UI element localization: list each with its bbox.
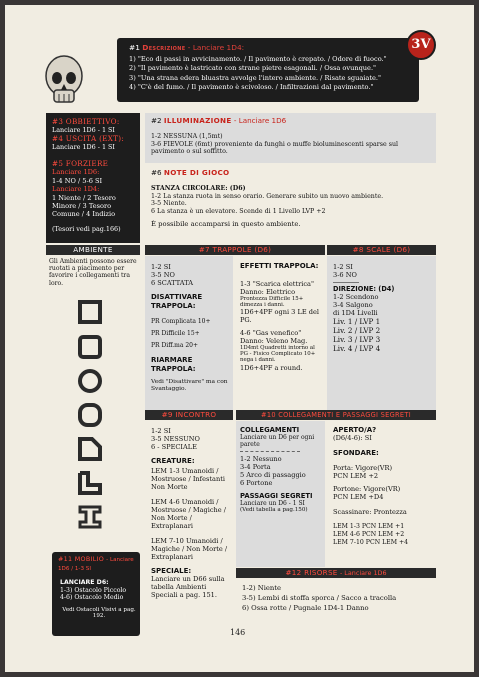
incontro-roll-3: 6 - SPECIALE xyxy=(151,443,197,451)
note-title: NOTE DI GIOCO xyxy=(163,168,230,177)
scale-bar xyxy=(327,245,436,255)
forziere-roll: 1-4 NO / 5-6 SI xyxy=(52,176,103,185)
sfondare-portone: Portone: Vigore(VR) xyxy=(333,485,401,493)
note-l1: STANZA CIRCOLARE: (D6) xyxy=(151,185,246,192)
trappole-col1 xyxy=(145,256,233,415)
page-number: 146 xyxy=(230,628,246,637)
descrizione-sub: - Lanciare 1D4: xyxy=(187,43,245,52)
illuminazione-l2: 3-6 FIEVOLE (6mt) proveniente da funghi o muffe bioluminescenti sparse sul pavimento o sul soffitto. xyxy=(151,140,399,156)
scale-title: #8 SCALE (D6) xyxy=(352,245,411,254)
creature-1: LEM 1-3 Umanoidi / Mostruose / Infestanti Non Morte xyxy=(151,466,225,491)
risorse-title: #12 RISORSE xyxy=(285,568,338,577)
disattivare-2: PR Difficile 15+ xyxy=(151,330,200,337)
disattivare-heading: DISATTIVARE TRAPPOLA: xyxy=(151,293,203,310)
risorse-bar xyxy=(236,568,436,578)
effetti-4: 1D6+4PF ogni 3 LE del PG. xyxy=(240,307,319,324)
note-l4: 6 La stanza è un elevatore. Scende di 1 Livello LVP +2 xyxy=(151,207,326,215)
scale-roll-2: 3-6 NO xyxy=(333,271,357,279)
incontro-title: #9 INCONTRO xyxy=(161,410,217,419)
level-badge-text: 3V xyxy=(411,37,431,52)
ambiente-text: Gli Ambienti possono essere ruotati a piacimento per favorire i collegamenti tra loro. xyxy=(49,258,137,287)
creature-heading: CREATURE: xyxy=(151,457,195,465)
descrizione-lines xyxy=(129,55,387,92)
descrizione-box xyxy=(117,38,419,102)
note-num: #6 xyxy=(151,168,162,177)
room-shape-icon xyxy=(78,471,102,495)
obiettivo-roll: Lanciare 1D6 - 1 SI xyxy=(52,126,115,135)
mobilio-sub: - Lanciare 1D6 / 1-3 SI xyxy=(58,557,134,572)
effetti-7: 1D4mt Quadretti intorno al PG - Fisico Complicato 10+ nega i danni. xyxy=(240,344,316,364)
level-badge xyxy=(406,30,436,60)
collegamenti-box xyxy=(236,421,325,567)
mobilio-box xyxy=(52,552,140,636)
descrizione-num: #1 xyxy=(129,43,140,52)
collegamenti-sub: Lanciare un D6 per ogni parete xyxy=(240,434,315,448)
direzione-2: 3-4 Salgono xyxy=(333,301,373,309)
incontro-roll-2: 3-5 NESSUNO xyxy=(151,435,200,443)
note-gioco-box xyxy=(145,165,436,243)
descrizione-line: 2) "Il pavimento è lastricato con strane pietre esagonali. / Ossa ovunque." xyxy=(129,64,377,73)
trap-roll-1: 1-2 SI xyxy=(151,263,171,271)
sfondare-portone-pcn: PCN LEM +D4 xyxy=(333,493,384,501)
descrizione-line: 3) "Una strana edera bluastra avvolge l'intero ambiente. / Risate sguaiate." xyxy=(129,73,382,82)
livello-2: Liv. 2 / LVP 2 xyxy=(333,326,381,335)
effetti-6: Danno: Veleno Mag. xyxy=(240,336,308,345)
obiettivi-box xyxy=(46,113,140,243)
collegamenti-bar xyxy=(236,410,436,420)
forziere-note: (Tesori vedi pag.166) xyxy=(52,224,121,233)
trap-roll-2: 3-5 NO xyxy=(151,271,175,279)
collegamenti-3: 5 Arco di passaggio xyxy=(240,471,306,479)
scassinare-2: LEM 4-6 PCN LEM +2 xyxy=(333,531,405,538)
risorse-list xyxy=(242,583,434,613)
aperto-box xyxy=(327,421,436,567)
forziere-roll-label: Lanciare 1D6: xyxy=(52,168,100,177)
aperto-roll: (D6/4-6): SI xyxy=(333,434,372,442)
risorse-1: 1-2) Niente xyxy=(242,584,282,592)
scassinare-3: LEM 7-10 PCN LEM +4 xyxy=(333,539,409,546)
mobilio-note: Vedi Ostacoli Visivi a pag. 192. xyxy=(62,606,136,620)
collegamenti-1: 1-2 Nessuno xyxy=(240,455,282,463)
scassinare-1: LEM 1-3 PCN LEM +1 xyxy=(333,523,405,530)
scassinare-heading: Scassinare: Prontezza xyxy=(333,508,407,516)
direzione-3: di 1D4 Livelli xyxy=(333,309,378,317)
forziere-type-3: Comune / 4 Indizio xyxy=(52,210,116,219)
descrizione-line: 1) "Eco di passi in avvicinamento. / Il pavimento è crepato. / Odore di fuoco." xyxy=(129,55,387,63)
uscita-label: #4 USCITA (EXT): xyxy=(52,133,125,143)
room-shape-icon xyxy=(78,300,102,324)
ambiente-title: AMBIENTE xyxy=(73,245,113,254)
mobilio-1: 1-3) Ostacolo Piccolo xyxy=(60,586,127,594)
effetti-5: 4-6 "Gas venefico" xyxy=(240,328,302,337)
collegamenti-4: 6 Portone xyxy=(240,479,273,487)
effetti-heading: EFFETTI TRAPPOLA: xyxy=(240,262,319,270)
trappole-bar xyxy=(145,245,325,255)
aperto-heading: APERTO/A? xyxy=(333,426,377,434)
creature-3: LEM 7-10 Umanoidi / Magiche / Non Morte / Extraplanari xyxy=(151,536,228,561)
incontro-box xyxy=(145,421,233,621)
scale-roll-1: 1-2 SI xyxy=(333,263,353,271)
direzione-heading: DIREZIONE: (D4) xyxy=(333,285,395,293)
illuminazione-l1: 1-2 NESSUNA (1,5mt) xyxy=(151,133,223,140)
risorse-2: 3-5) Lembi di stoffa sporca / Sacco a tracolla xyxy=(242,594,397,602)
forziere-label: #5 FORZIERE xyxy=(52,159,109,168)
effetti-1: 1-3 "Scarica elettrica" xyxy=(240,279,314,288)
forziere-type-label: Lanciare 1D4: xyxy=(52,185,100,194)
note-l5: È possibile accamparsi in questo ambiente. xyxy=(151,220,301,229)
direzione-1: 1-2 Scendono xyxy=(333,293,379,301)
sfondare-porta: Porta: Vigore(VR) xyxy=(333,464,393,472)
livello-3: Liv. 3 / LVP 3 xyxy=(333,335,381,344)
passaggi-sub: Lanciare un D6 - 1 SI xyxy=(240,500,305,507)
mobilio-2: 4-6) Ostacolo Medio xyxy=(60,594,124,602)
illuminazione-num: #2 xyxy=(151,116,162,125)
passaggi-note: (Vedi tabella a pag.150) xyxy=(240,507,308,513)
uscita-roll: Lanciare 1D6 - 1 SI xyxy=(52,143,115,152)
room-shape-icon xyxy=(78,403,102,427)
trappole-title: #7 TRAPPOLE (D6) xyxy=(198,245,272,254)
trappole-col2 xyxy=(236,256,325,415)
descrizione-title: Descrizione xyxy=(142,43,186,52)
collegamenti-2: 3-4 Porta xyxy=(240,463,271,471)
effetti-3: Prontezza Difficile 15+ dimezza i danni. xyxy=(240,295,304,308)
effetti-8: 1D6+4PF a round. xyxy=(240,363,303,372)
speciale-text: Lanciare un D66 sulla tabella Ambienti Speciali a pag. 151. xyxy=(151,575,225,599)
collegamenti-heading: COLLEGAMENTI xyxy=(240,426,300,434)
scale-box xyxy=(327,256,436,415)
descrizione-line: 4) "C'è del fumo. / Il pavimento è scivoloso. / Infiltrazioni dal pavimento." xyxy=(129,82,374,91)
mobilio-title: #11 MOBILIO xyxy=(58,555,105,563)
speciale-heading: SPECIALE: xyxy=(151,566,192,575)
sfondare-porta-pcn: PCN LEM +2 xyxy=(333,472,379,480)
trap-roll-3: 6 SCATTATA xyxy=(151,279,194,287)
page xyxy=(5,5,474,672)
obiettivo-label: #3 OBBIETTIVO: xyxy=(52,117,120,126)
ambiente-bar xyxy=(46,245,140,255)
room-shape-icon xyxy=(78,369,102,393)
incontro-roll-1: 1-2 SI xyxy=(151,427,171,435)
risorse-sub: - Lanciare 1D6 xyxy=(339,569,387,577)
incontro-bar xyxy=(145,410,233,420)
livello-4: Liv. 4 / LVP 4 xyxy=(333,344,381,353)
forziere-type-2: Minore / 3 Tesoro xyxy=(52,202,112,211)
skull-icon xyxy=(41,54,87,106)
riarmare-heading: RIARMARE TRAPPOLA: xyxy=(151,356,196,373)
illuminazione-title: ILLUMINAZIONE xyxy=(163,116,232,125)
room-shape-icon xyxy=(78,335,102,359)
mobilio-heading: LANCIARE D6: xyxy=(60,579,109,586)
forziere-type-1: 1 Niente / 2 Tesoro xyxy=(52,193,116,202)
livello-1: Liv. 1 / LVP 1 xyxy=(333,317,381,326)
illuminazione-sub: - Lanciare 1D6 xyxy=(233,116,287,125)
room-shape-icon xyxy=(78,437,102,461)
effetti-2: Danno: Elettrico xyxy=(240,287,296,296)
collegamenti-title: #10 COLLEGAMENTI E PASSAGGI SEGRETI xyxy=(261,411,411,419)
note-l3: 3-5 Niente. xyxy=(151,200,187,208)
risorse-3: 6) Ossa rotte / Pugnale 1D4-1 Danno xyxy=(242,604,369,612)
sfondare-heading: SFONDARE: xyxy=(333,449,379,457)
passaggi-heading: PASSAGGI SEGRETI xyxy=(240,492,313,500)
disattivare-1: PR Complicata 10+ xyxy=(151,318,211,325)
illuminazione-box xyxy=(145,113,436,163)
riarmare-text: Vedi "Disattivare" ma con Svantaggio. xyxy=(151,379,228,392)
note-l2: 1-2 La stanza ruota in senso orario. Generare subito un nuovo ambiente. xyxy=(151,192,384,200)
room-shape-icon xyxy=(78,505,102,529)
disattivare-3: PR Diff.ma 20+ xyxy=(151,342,198,349)
creature-2: LEM 4-6 Umanoidi / Mostruose / Magiche / Non Morte / Extraplanari xyxy=(151,497,226,530)
